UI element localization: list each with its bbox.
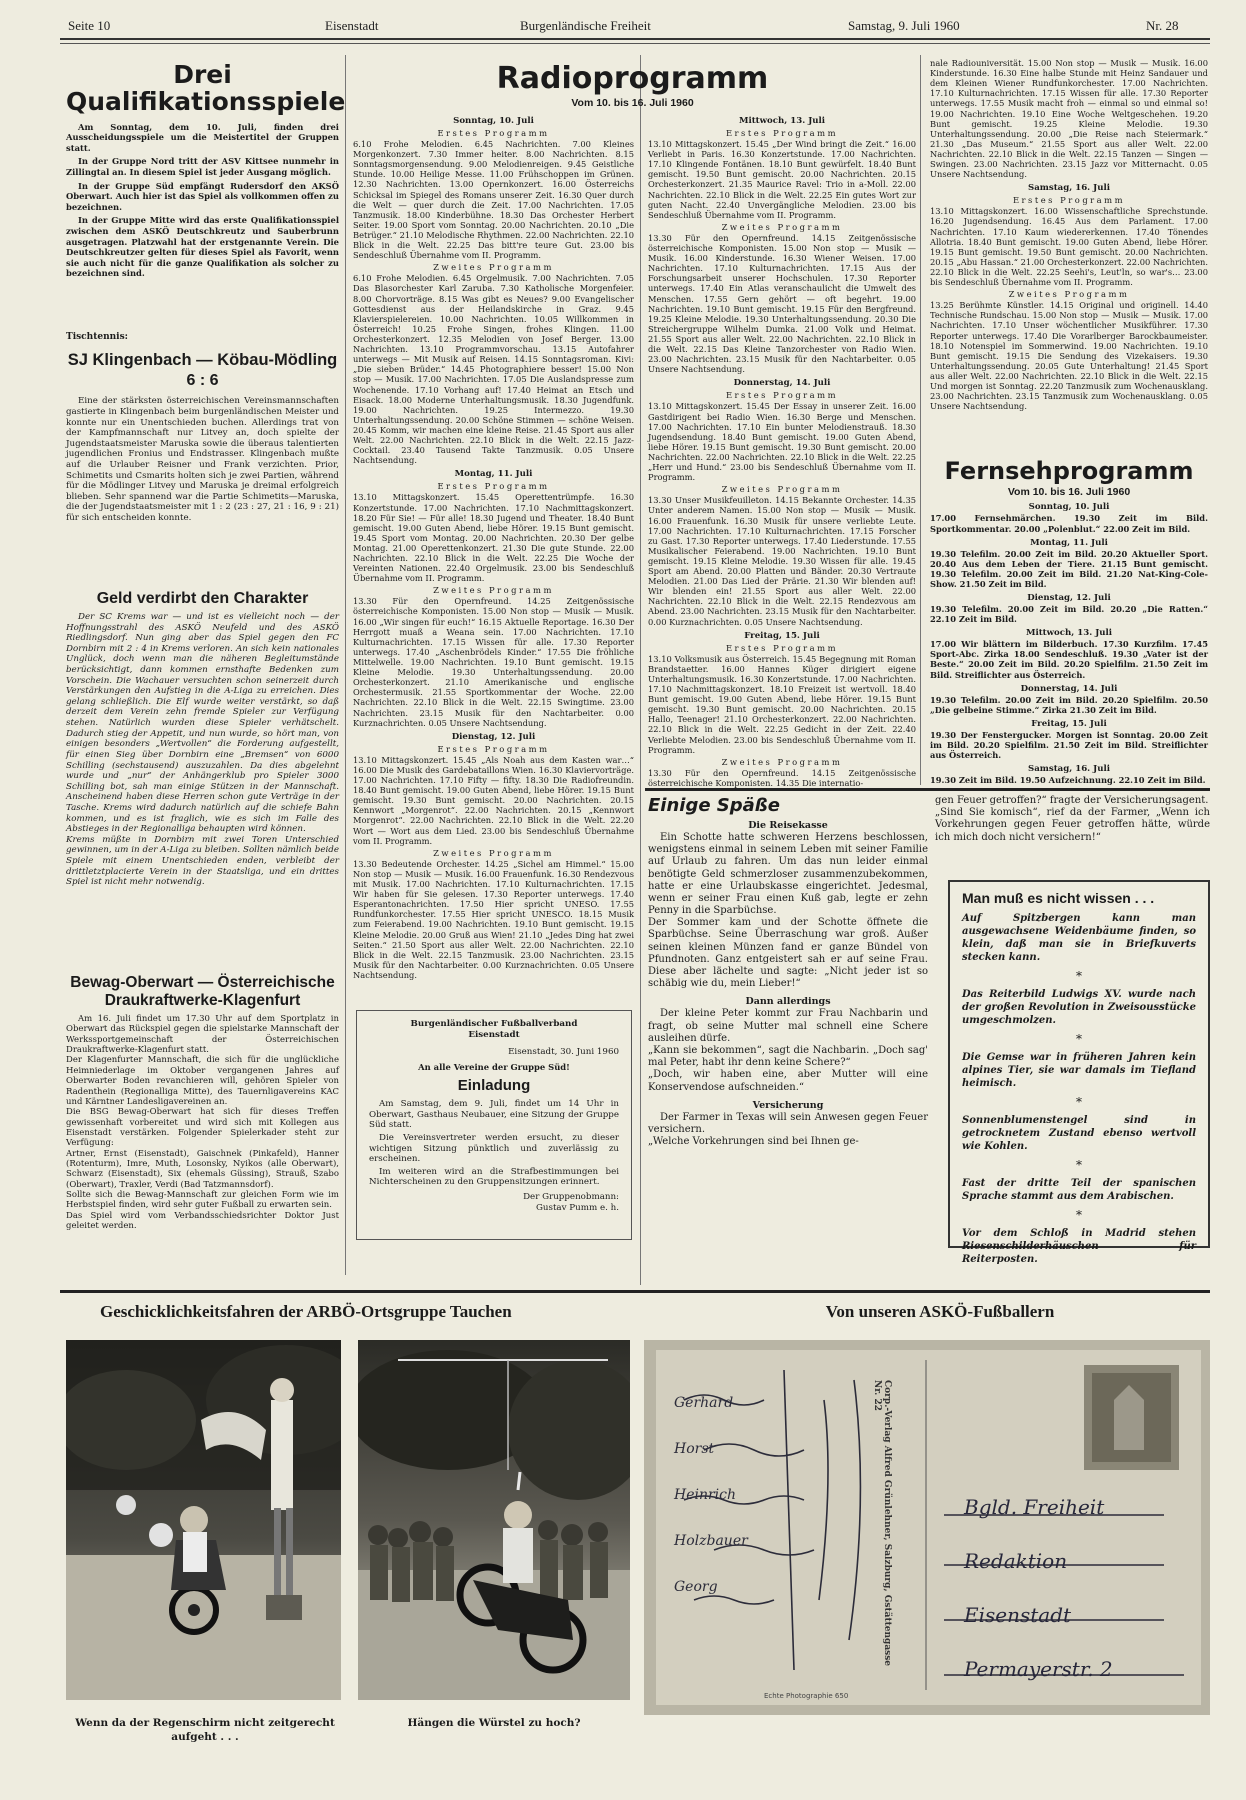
spaesse-title: Einige Späße	[648, 795, 780, 816]
fact-item: Die Gemse war in früheren Jahren kein alpines Tier, sie war damals im Tiefland heimisch.	[962, 1052, 1196, 1089]
notice-text: Die Vereinsvertreter werden ersucht, zu dieser wichtigen Sitzung pünktlich und zuverlässig zu erscheinen.	[369, 1132, 619, 1165]
header-page: Seite 10	[68, 18, 111, 33]
joke-text: Der kleine Peter kommt zur Frau Nachbarin und fragt, ob seine Mutter mal schnell eine Schere ausleihen dürfe. „Kann sie bekommen“, sagt die Nachbarin. „Doch sag' mal Peter, habt ihr denn keine Schere?“ „Doch, wir haben eine, aber Mutter will eine Konservendose aufschneiden.“	[648, 1008, 928, 1093]
tv-text: 17.00 Wir blättern im Bilderbuch. 17.30 Kurzfilm. 17.45 Sport-Abc. Zirka 18.00 Sendeschluß. 19.30 „Vater ist der Beste.“ 20.00 Zeit im Bild. 20.20 Spielfilm. 21.50 Zeit im Bild. Streiflichter aus Österreich.	[930, 639, 1208, 680]
radio-text: 13.30 Für den Opernfreund. 14.15 Zeitgenössische österreichische Komponisten. 14.35 Die internatio-	[648, 767, 916, 788]
photo-caption: Hängen die Würstel zu hoch?	[407, 1717, 581, 1729]
column-rule	[920, 55, 921, 785]
tv-subtitle: Vom 10. bis 16. Juli 1960	[1007, 486, 1131, 499]
separator-star: *	[1076, 1095, 1082, 1109]
joke-text: Ein Schotte hatte schweren Herzens beschlossen, wenigstens einmal in seinem Leben mit seiner Familie auf Urlaub zu fahren. Um das nun leider einmal benötigte Geld schmerzloser zusammenzubekommen, hatte er eine Urlaubskasse eingerichtet. Jedesmal, wenn er seiner Frau einen Kuß gab, legte er zehn Penny in die Sparbüchse. Der Sommer kam und der Schotte öffnete die Sparbüchse. Seine Überraschung war groß. Außer seinen kleinen Münzen fand er ganze Bündel von Pfundnoten. Ganz entgeistert sah er auf seine Frau. Diese aber lächelte und sagte: „Nicht jeder ist so schäbig wie du, mein Lieber!“	[648, 831, 928, 990]
tv-title: Fernsehprogramm	[944, 457, 1194, 485]
fussball-notice	[356, 1010, 632, 1240]
radio-text: 13.10 Mittagskonzert. 15.45 „Der Wind bringt die Zeit.“ 16.00 Verliebt in Paris. 16.30 Konzertstunde. 17.00 Nachrichten. 17.10 Klingende Fontänen. 18.10 Bunt gewürfelt. 18.40 Bunt gemischt. 19.50 Bunt gemischt. 20.00 Nachrichten. 20.15 Orchesterkonzert. 21.35 Maurice Ravel: Trio in a-Moll. 22.00 Nachrichten. 22.10 Blick in die Welt. 22.25 Ein gutes Wort zur guten Nacht. 22.40 Unvergängliche Melodien. 23.00 bis Sendeschluß Übernahme vom II. Programm.	[648, 139, 916, 220]
radio-text: 13.10 Mittagskonzert. 15.45 Der Essay in unserer Zeit. 16.00 Gastdirigent bei Radio Wien. 16.30 Berge und Menschen. 17.00 Nachrichten. 17.10 Ein bunter Melodienstrauß. 18.30 Jugendsendung. 18.40 Bunt gemischt. 19.00 Guten Abend, liebe Hörer. 19.15 Bunt gemischt. 19.30 Bunt gemischt. 20.00 Nachrichten. 22.00 Nachrichten. 22.10 Blick in die Welt. 22.25 „Herr und Hund.“ 23.00 bis Sendeschluß Übernahme vom II. Programm.	[648, 401, 916, 483]
caption-line: aufgeht . . .	[171, 1730, 239, 1743]
signature: Gerhard	[674, 1395, 734, 1411]
header-rule-2	[60, 43, 1210, 44]
radio-text: 13.30 Bedeutende Orchester. 14.25 „Sichel am Himmel.“ 15.00 Non stop — Musik — Musik. 16.00 Frauenfunk. 16.30 Rendezvous mit Musik. 17.00 Nachrichten. 17.10 Kulturnachrichten. 17.15 Wir haben für Sie gelesen. 17.30 Reporter unterwegs. 17.40 Esperantonachrichten. 17.50 Hier spricht UNESO. 17.55 Rundfunkorchester. 17.55 Hier spricht UNESCO. 18.15 Musik zum Feierabend. 19.00 Nachrichten. 19.10 Bunt gemischt. 19.15 Kleine Melodie. 20.00 Gruß aus Wien! 21.10 „Jedes Ding hat zwei Seiten.“ 21.50 Sport aus aller Welt. 22.00 Nachrichten. 22.10 Blick in die Welt. 22.15 Tanzmusik. 23.00 Nachrichten. 23.15 Musik für den Nachtarbeiter. 0.00 Kurznachrichten. 0.05 Unsere Nachtsendung.	[353, 858, 634, 980]
bewag-title-2: Draukraftwerke-Klagenfurt	[104, 992, 301, 1009]
photo-caption	[60, 1717, 350, 1744]
header-city: Eisenstadt	[325, 18, 379, 33]
section-label: Tischtennis:	[66, 332, 128, 342]
qualifikation-title: Drei	[173, 60, 232, 89]
bewag-title: Bewag-Oberwart — Österreichische	[70, 974, 335, 991]
radio-day: Mittwoch, 13. Juli	[738, 116, 826, 126]
radio-text: nale Radiouniversität. 15.00 Non stop — Musik — Musik. 16.00 Kinderstunde. 16.30 Eine halbe Stunde mit Heinz Sandauer und dem Kleinen Wiener Rundfunkorchester. 17.00 Nachrichten. 17.10 Kulturnachrichten. 17.15 Wissen für alle. 17.30 Reporter unterwegs. 17.55 Musik macht froh — einmal so und einmal so! 19.00 Nachrichten. 19.10 Eine Woche Weltgeschehen. 19.20 Bunt gemischt. 19.25 Kleine Melodie. 19.30 Unterhaltungssendung. 20.00 „Die Reise nach Steiermark.“ 21.30 „Das Museum.“ 21.55 Sport aus aller Welt. 22.00 Nachrichten. 22.10 Blick in die Welt. 22.15 Tanzen — Singen — Swingen. 23.00 Nachrichten. 23.15 Jazz vor Mitternacht. 0.05 Unsere Nachtsendung.	[930, 58, 1208, 180]
bewag-article	[66, 974, 339, 1232]
radio-text: 13.10 Mittagskonzert. 15.45 Operettentrümpfe. 16.30 Konzertstunde. 17.00 Nachrichten. 17.10 Nachmittagskonzert. 18.20 Für Sie! — Für alle! 18.30 Jugend und Theater. 18.40 Bunt gemischt. 19.00 Guten Abend, liebe Hörer. 19.15 Bunt gemischt. 19.45 Sport vom Montag. 20.00 Nachrichten. 20.30 Der gelbe Montag. 21.00 Operettenkonzert. 21.30 Die gute Stunde. 22.00 Nachrichten. 22.10 Blick in die Welt. 22.25 Die Woche der Vereinten Nationen. 22.40 Orgelmusik. 23.00 bis Sendeschluß Übernahme vom II. Programm.	[353, 492, 634, 584]
tv-text: 19.30 Telefilm. 20.00 Zeit im Bild. 20.20 „Die Ratten.“ 22.10 Zeit im Bild.	[930, 604, 1208, 625]
org-city: Eisenstadt	[468, 1029, 520, 1040]
fact-item: Sonnenblumenstengel sind in getrocknetem Zustand ebenso wertvoll wie Kohlen.	[962, 1115, 1196, 1152]
tv-text: 17.00 Fernsehmärchen. 19.30 Zeit im Bild. Sportkommentar. 20.00 „Polenblut.“ 22.00 Zeit im Bild.	[930, 513, 1208, 534]
column-rule	[345, 55, 346, 1275]
wurstel-image	[358, 1340, 630, 1700]
photo-wurstel	[358, 1340, 630, 1700]
moped-umbrella-image	[66, 1340, 341, 1700]
radio-day: Montag, 11. Juli	[454, 469, 533, 480]
radio-program-label: Zweites Programm	[1008, 289, 1130, 300]
radio-program-label: Erstes Programm	[725, 642, 839, 653]
column-rule	[640, 55, 641, 1285]
tv-day: Donnerstag, 14. Juli	[1020, 683, 1118, 694]
tennis-article	[66, 332, 339, 524]
separator-star: *	[1076, 1208, 1082, 1222]
header-number: Nr. 28	[1146, 18, 1179, 33]
address-line: Redaktion	[964, 1549, 1068, 1573]
radio-text: 13.10 Volksmusik aus Österreich. 15.45 Begegnung mit Roman Brandstaetter. 16.00 Hannes Küger dirigiert eigene Unterhaltungsmusik. 16.30 Konzertstunde. 17.00 Nachrichten. 17.10 Nachmittagskonzert. 18.10 Freizeit ist wertvoll. 18.40 Bunt gemischt. 19.00 Guten Abend, liebe Hörer. 19.15 Bunt gemischt. 19.30 Bunt gemischt. 20.00 Nachrichten. 20.15 Hallo, Teenager! 21.10 Orchesterkonzert. 22.00 Nachrichten. 22.10 Blick in die Welt. 22.25 Gedicht in der Zeit. 22.40 Verliebte Melodien. 23.00 bis Sendeschluß Übernahme vom II. Programm.	[648, 653, 916, 755]
caption-line: Wenn da der Regenschirm nicht zeitgerecht	[75, 1717, 335, 1729]
fact-item: Das Reiterbild Ludwigs XV. wurde nach der großen Revolution in Zweisousstücke umgeschmolzen.	[962, 989, 1196, 1026]
radio-day: Sonntag, 10. Juli	[453, 116, 534, 126]
radio-text: 13.10 Mittagskonzert. 15.45 „Als Noah aus dem Kasten war…“ 16.00 Die Musik des Gardebataillons Wien. 16.30 Klaviervorträge. 17.00 Nachrichten. 17.10 Fifty — fifty. 18.30 Die Radiofreundin. 18.40 Bunt gemischt. 19.00 Guten Abend, liebe Hörer. 19.15 Bunt gemischt. 19.30 Bunt gemischt. 20.00 Nachrichten. 20.15 Kennwort „Morgenrot“. 22.00 Nachrichten. 20.15 „Kennwort Morgenrot“. 22.00 Nachrichten. 22.10 Blick in die Welt. 22.20 Wort — Wort aus dem Lied. 23.00 bis Sendeschluß Übernahme vom II. Programm.	[353, 754, 634, 846]
joke-text: Der Farmer in Texas will sein Anwesen gegen Feuer versichern. „Welche Vorkehrungen sind bei Ihnen ge-	[648, 1111, 928, 1148]
tv-day: Samstag, 16. Juli	[1027, 764, 1111, 775]
tv-day: Mittwoch, 13. Juli	[1025, 628, 1113, 639]
spaesse-continued	[935, 795, 1210, 844]
tv-text: 19.30 Zeit im Bild. 19.50 Aufzeichnung. 22.10 Zeit im Bild.	[930, 775, 1206, 786]
signature: Holzbauer	[674, 1533, 748, 1549]
radio-program-label: Zweites Programm	[433, 585, 554, 596]
geld-title: Geld verdirbt den Charakter	[96, 590, 309, 607]
radio-program-label: Erstes Programm	[437, 743, 550, 754]
radio-program-label: Erstes Programm	[1012, 195, 1126, 206]
radio-text: 6.10 Frohe Melodien. 6.45 Orgelmusik. 7.00 Nachrichten. 7.05 Das Blasorchester Karl Zaruba. 7.30 Katholische Morgenfeier. 8.00 Chorvorträge. 8.15 Was gibt es Neues? 9.00 Evangelischer Gottesdienst aus der Heilandskirche in Graz. 9.45 Klavierspielereien. 10.00 Nachrichten. 10.05 Willkommen in Österreich! 10.25 Frohe Singen, frohes Klingen. 11.00 Orchesterkonzert. 12.35 Melodien von Josef Berger. 13.00 Nachrichten. 13.10 Programmvorschau. 13.15 Autofahrer unterwegs — Mit Musik auf Reisen. 14.15 Sonntagsroman. Kivi: „Die sieben Brüder.“ 14.45 Photographiere besser! 15.00 Non stop — Musik. 17.00 Nachrichten. 17.05 Die Auslandspresse zum Wochenende. 17.10 Vorhang auf! 17.40 Heimat an Etsch und Eisack. 18.00 Moderne Unterhaltungsmusik. 18.30 Jugendfunk. 19.00 Nachrichten. 19.25 Intermezzo. 19.30 Unterhaltungssendung. 20.00 Schöne Stimmen — schöne Weisen. 20.45 Komm, wir machen eine kleine Reise. 21.45 Sport aus aller Welt. 22.00 Nachrichten. 22.10 Blick in die Welt. 22.15 Jazz-Cocktail. 23.40 Tausend Takte Tanzmusik. 0.05 Unsere Nachtsendung.	[353, 273, 634, 466]
qualifikation-article	[66, 60, 346, 279]
radio-program-label: Zweites Programm	[721, 484, 843, 495]
radio-column-2	[648, 112, 916, 788]
radio-program-label: Zweites Programm	[721, 756, 843, 767]
signature: Heinrich	[674, 1487, 737, 1503]
joke-title: Versicherung	[752, 1099, 824, 1111]
tv-text: 19.30 Der Fenstergucker. Morgen ist Sonntag. 20.00 Zeit im Bild. 20.20 Spielfilm. 21.50 Zeit im Bild. Streiflichter aus Österreich.	[930, 729, 1208, 761]
radio-header	[350, 62, 915, 109]
fact-item: Auf Spitzbergen kann man ausgewachsene Weidenbäume finden, so klein, daß man sie in Briefkuverts stecken kann.	[962, 913, 1196, 963]
signature: Horst	[674, 1441, 715, 1457]
wissen-box	[948, 880, 1210, 1265]
qualifikation-title-2: Qualifikationsspiele	[66, 87, 346, 117]
radio-text: 13.30 Unser Musikfeuilleton. 14.15 Bekannte Orchester. 14.35 Unter anderem Namen. 15.00 Non stop — Musik — Musik. 16.00 Frauenfunk. 16.30 Musik für unsere verliebte Leute. 17.00 Nachrichten. 17.10 Kulturnachrichten. 17.15 Forscher zu Gast. 17.30 Reporter unterwegs. 17.40 Liederstunde. 17.55 Musikalischer Feierabend. 19.00 Nachrichten. 19.10 Bunt gemischt. 19.15 Kleine Melodie. 19.30 Wissen für alle. 19.45 Sport am Abend. 20.00 Platten und Bänder. 20.30 Vertraute Melodien. 21.00 Das Lied der Prärie. 21.30 Wir blenden auf! Wir blenden ein! 21.55 Sport aus aller Welt. 22.00 Nachrichten. 22.10 Blick in die Welt. 22.15 Rendezvous am Abend. 23.00 Nachrichten. 23.15 Musik für den Nachtarbeiter. 0.00 Kurznachrichten. 0.05 Unsere Nachtsendung.	[648, 495, 916, 627]
photo-headline: Geschicklichkeitsfahren der ARBÖ-Ortsgruppe Tauchen	[100, 1302, 512, 1321]
postcard-scan	[644, 1340, 1210, 1715]
radio-text: 13.10 Mittagskonzert. 16.00 Wissenschaftliche Sprechstunde. 16.20 Jugendsendung. 16.45 Aus dem Parlament. 17.00 Nachrichten. 17.10 Kaum wiedererkennen. 17.40 Tönendes Allotria. 18.40 Bunt gemischt. 19.00 Guten Abend, liebe Hörer. 19.15 Bunt gemischt. 19.50 Bunt gemischt. 20.00 Nachrichten. 20.15 „Abu Hassan.“ 21.00 Orchesterkonzert. 22.00 Nachrichten. 22.10 Blick in die Welt. 22.25 Seehi's, Leut'ln, so war's… 23.00 bis Sendeschluß Übernahme vom II. Programm.	[930, 206, 1208, 288]
header-rule	[60, 38, 1210, 40]
org-name: Burgenländischer Fußballverband	[410, 1019, 578, 1029]
tv-text: 19.30 Telefilm. 20.00 Zeit im Bild. 20.20 Aktueller Sport. 20.40 Aus dem Leben der Tiere. 21.15 Bunt gemischt. 19.30 Telefilm. 20.00 Zeit im Bild. 21.20 Nat-King-Cole-Show. 21.50 Zeit im Bild.	[930, 548, 1208, 589]
article-text: In der Gruppe Mitte wird das erste Qualifikationsspiel zwischen dem ASKÖ Deutschkreutz und Sauberbrunn ausgetragen. Platzwahl hat der erstgenannte Verein. Die Deutschkreutzer gelten für dieses Spiel als Favorit, wenn sie auch nicht für die ganze Qualifikation als solcher zu bezeichnen sind.	[66, 215, 339, 279]
address-line: Permayerstr. 2	[964, 1657, 1113, 1681]
spaesse-article	[648, 795, 928, 1148]
radio-text: 13.30 Für den Opernfreund. 14.15 Zeitgenössische österreichische Komponisten. 15.00 Non stop — Musik — Musik. 16.00 Kinderstunde. 16.30 Wiener Weisen. 17.00 Nachrichten. 17.10 Kulturnachrichten. 17.15 Aus der Forschungsarbeit unserer Hochschulen. 17.30 Reporter unterwegs. 17.40 Ein Atlas veranschaulicht die Umwelt des Menschen. 17.55 Gern gehört — oft begehrt. 19.00 Nachrichten. 19.10 Bunt gemischt. 19.15 Für den Bergfreund. 19.25 Kleine Melodie. 19.30 Unterhaltungssendung. 20.30 Die Streichergruppe Wilhelm Dumka. 21.00 Volk und Heimat. 21.55 Sport aus aller Welt. 22.00 Nachrichten. 22.10 Blick in die Welt. 22.15 Das Kleine Tanzorchester von Radio Wien. 23.00 Nachrichten. 23.15 Musik für den Nachtarbeiter. 0.05 Unsere Nachtsendung.	[648, 232, 916, 375]
article-text: Der SC Krems war — und ist es vielleicht noch — der Hoffnungsstrahl des ASKÖ Neufeld und des ASKÖ Riedlingsdorf. Nun ging aber das Spiel gegen den FC Dornbirn mit 2 : 4 in Krems verloren. An sich kein nationales Unglück, doch wenn man die näheren Begleitumstände berücksichtigt, dann kommen ernsthafte Bedenken zum Vorschein. Die Wachauer versuchten schon seinerzeit durch Verstärkungen den Aufstieg in die A-Liga zu erreichen. Dies gelang schließlich. Die Elf wurde weiter verstärkt, so daß derzeit dem Verein zehn fremde Spieler zur Verfügung stehen. Natürlich wurden diese Spieler verhätschelt. Dadurch stieg der Appetit, und nun wurde, so hört man, von einigen besonders „Wertvollen“ die Forderung aufgestellt, für einen Sieg über Dornbirn eine „Bremsen“ von 6000 Schilling (sechstausend) auszuzahlen. Da dies abgelehnt wurde und „nur“ der Anhängerklub pro Spieler 3000 Schilling bot, sah man einige Stützen in der Mannschaft. Anscheinend haben diese Herren schon gute Verträge in der Tasche. Krems wird dadurch natürlich auf die schiefe Bahn kommen, und es ist fraglich, wie es sich im Falle des Abstieges in der Regionalliga behaupten wird können. Krems müßte in Dornbirn mit zwei Toren Unterschied gewinnen, um in der A-Liga zu bleiben. Sollten nämlich beide Spiele mit einem Unentschieden enden, verbleibt der drittletztplacierte Verein in der Staatsliga, und ein drittes Spiel ist nicht mehr notwendig.	[66, 612, 339, 888]
tennis-score: 6 : 6	[186, 372, 219, 390]
radio-program-label: Erstes Programm	[437, 481, 550, 492]
postcard-signatures	[674, 1380, 904, 1610]
tv-day: Dienstag, 12. Juli	[1027, 593, 1111, 604]
section-rule	[60, 1290, 1210, 1293]
fact-item: Fast der dritte Teil der spanischen Sprache stammt aus dem Arabischen.	[962, 1178, 1196, 1202]
radio-program-label: Erstes Programm	[437, 128, 550, 138]
tv-text: 19.30 Telefilm. 20.00 Zeit im Bild. 20.20 Spielfilm. 20.50 „Die gelbeine Stimme.“ Zirka 21.30 Zeit im Bild.	[930, 694, 1208, 715]
separator-star: *	[1076, 1032, 1082, 1046]
joke-title: Dann allerdings	[745, 996, 831, 1008]
article-text: Am Sonntag, dem 10. Juli, finden drei Ausscheidungsspiele um die Meistertitel der Gruppen statt.	[66, 121, 339, 153]
notice-text: Im weiteren wird an die Strafbestimmungen bei Nichterscheinen zu den Gruppensitzungen erinnert.	[369, 1166, 619, 1188]
article-text: Am 16. Juli findet um 17.30 Uhr auf dem Sportplatz in Oberwart das Rückspiel gegen die spielstarke Mannschaft der Werkssportgemeinschaft der Österreichischen Draukraftwerke-Klagenfurt statt. Der Klagenfurter Mannschaft, die sich für die unglückliche Heimniederlage im Oktober vergangenen Jahres auf Oberwarter Boden revanchieren will, gehören Spieler von Radenthein (Regionalliga Mitte), des Tauernligavereins KAC und Kärntner Landesligavereinen an. Die BSG Bewag-Oberwart hat sich für dieses Treffen gewissenhaft vorbereitet und wird sich mit Kollegen aus Eisenstadt verstärken. Folgender Spielerkader steht zur Verfügung: Artner, Ernst (Eisenstadt), Gaischnek (Pinkafeld), Hanner (Rotenturm), Imre, Muth, Losonsky, Nyikos (alle Oberwart), Schwarz (Eisenstadt), Six (ehemals Güssing), Strauß, Szabo (Oberwart), Traxler, Verdi (Bad Tatzmannsdorf). Sollte sich die Bewag-Mannschaft zur gleichen Form wie im Herbstspiel finden, wird sehr guter Fußball zu erwarten sein. Das Spiel wird vom Verbandsschiedsrichter Doktor Just geleitet werden.	[66, 1014, 339, 1232]
radio-day: Samstag, 16. Juli	[1027, 183, 1111, 194]
article-text: Eine der stärksten österreichischen Vereinsmannschaften gastierte in Klingenbach beim burgenländischen Meister und konnte nur ein Unentschieden buchen. Allerdings trat von der Kampfmannschaft nur Litvey an, doch spielte der Jugendstaatsmeister Maruska sowie die überaus talentierten jugendlichen Fronius und Endstrasser. Klingenbach mußte auf die Urlauber Reisner und Frank verzichten. Prior, Schimetits und Csmarits holten sich je zwei Partien, während für die Mödlinger Litvey und Maruska je dreimal erfolgreich blieben. Sehr spannend war die Partie Schimetits—Maruska, die der Jugendstaatsmeister mit 1 : 2 (23 : 27, 21 : 16, 9 : 21) für sich entscheiden konnte.	[66, 396, 339, 524]
radio-day: Donnerstag, 14. Juli	[733, 378, 831, 389]
header-date: Samstag, 9. Juli 1960	[848, 18, 960, 33]
header-paper: Burgenländische Freiheit	[520, 18, 651, 33]
radio-text: 13.25 Berühmte Künstler. 14.15 Original und originell. 14.40 Technische Rundschau. 15.00 Non stop — Musik — Musik. 17.00 Nachrichten. 17.10 Unser wöchentlicher Musikführer. 17.30 Reporter unterwegs. 17.40 Die Vorarlberger Barockbaumeister. 18.10 Notenspiel im Sommerwind. 19.00 Nachrichten. 19.10 Bunt gemischt. 19.15 Die Sendung des Vizekaisers. 19.30 Unterhaltungssendung. 20.05 Gute Unterhaltung! 21.45 Sport aus aller Welt. 22.00 Nachrichten. 22.10 Blick in die Welt. 22.15 Und morgen ist Sonntag. 22.20 Tanzmusik zum Wochenausklang. 23.00 Nachrichten. 23.15 Tanzmusik zum Wochenausklang. 0.05 Unsere Nachtsendung.	[930, 300, 1208, 412]
photo-headline: Von unseren ASKÖ-Fußballern	[825, 1302, 1055, 1321]
article-text: In der Gruppe Nord tritt der ASV Kittsee nunmehr in Zillingtal an. In diesem Spiel ist jeder Ausgang möglich.	[66, 156, 339, 178]
radio-column-1	[353, 112, 634, 980]
postcard-publisher: Corp.-Verlag Alfred Grünlehner, Salzburg, Gstättengasse Nr. 22	[872, 1380, 892, 1667]
radio-title: Radioprogramm	[496, 61, 769, 96]
radio-program-label: Zweites Programm	[721, 221, 843, 232]
tv-day: Freitag, 15. Juli	[1031, 718, 1107, 729]
radio-program-label: Erstes Programm	[725, 390, 839, 401]
notice-title: Einladung	[457, 1077, 531, 1095]
notice-signature: Der Gruppenobmann:	[523, 1191, 619, 1202]
separator-star: *	[1076, 1158, 1082, 1172]
radio-column-3	[930, 58, 1208, 411]
radio-program-label: Zweites Programm	[433, 847, 554, 858]
photo-moped-umbrella	[66, 1340, 341, 1700]
radio-day: Dienstag, 12. Juli	[451, 731, 536, 742]
radio-day: Freitag, 15. Juli	[744, 630, 820, 641]
tv-day: Montag, 11. Juli	[1030, 537, 1108, 548]
radio-text: 13.30 Für den Opernfreund. 14.25 Zeitgenössische österreichische Komponisten. 15.00 Non stop — Musik — Musik. 16.00 „Wir singen für euch!“ 16.15 Aktuelle Reportage. 16.30 Der Herrgott muaß a Weana sein. 17.00 Nachrichten. 17.10 Kulturnachrichten. 17.15 Wissen für alle. 17.30 Reporter unterwegs. 17.40 „Aschenbrödels Kinder.“ 17.55 Die fröhliche Mittelwelle. 19.00 Nachrichten. 19.10 Bunt gemischt. 19.15 Kleine Melodie. 19.30 Unterhaltungssendung. 20.00 Orchesterkonzert. 21.10 Amerikanische und englische Orchestermusik. 21.55 Sportkommentar der Woche. 22.00 Nachrichten. 22.10 Blick in die Welt. 22.15 Swingtime. 23.00 Nachrichten. 23.15 Musik für den Nachtarbeiter. 0.00 Kurznachrichten. 0.05 Unsere Nachtsendung.	[353, 596, 634, 728]
fact-item: Vor dem Schloß in Madrid stehen Riesenschilderhäuschen für Reiterposten.	[962, 1228, 1196, 1265]
notice-signature: Gustav Pumm e. h.	[535, 1202, 619, 1213]
notice-date: Eisenstadt, 30. Juni 1960	[508, 1046, 619, 1057]
separator-star: *	[1076, 969, 1082, 983]
article-text: In der Gruppe Süd empfängt Rudersdorf den AKSÖ Oberwart. Auch hier ist das Spiel als vollkommen offen zu bezeichnen.	[66, 180, 339, 212]
radio-text: 6.10 Frohe Melodien. 6.45 Nachrichten. 7.00 Kleines Morgenkonzert. 7.30 Immer heiter. 8.00 Nachrichten. 8.15 Sonntagsmorgensendung. 9.00 Melodienreigen. 9.45 Geistliche Stunde. 10.00 Heilige Messe. 11.00 Frühschoppen im Grünen. 12.30 Nachrichten. 13.00 Opernkonzert. 16.00 Österreichs Schicksal im Spiegel des Romans unserer Zeit. 16.30 Quer durch die Welt — quer durch die Zeit. 17.00 Nachrichten. 17.05 Tanzmusik. 18.00 Kinderbühne. 18.30 Das Orchester Herbert Seiter. 19.00 Sport vom Sonntag. 20.00 Nachrichten. 20.10 „Die Betrüger.“ 21.10 Melodische Rhythmen. 22.00 Nachrichten. 22.10 Blick in die Welt. 22.25 Das bitt're teure Gut. 23.00 bis Sendeschluß Übernahme vom II. Programm.	[353, 139, 634, 261]
signature: Georg	[674, 1579, 718, 1595]
tv-day: Sonntag, 10. Juli	[1028, 502, 1110, 513]
radio-program-label: Zweites Programm	[433, 262, 554, 273]
postcard-address	[964, 1480, 1194, 1696]
wissen-title: Man muß es nicht wissen . . .	[962, 890, 1155, 906]
joke-title: Die Reisekasse	[748, 820, 828, 831]
tv-program	[930, 458, 1208, 785]
section-rule	[645, 788, 1210, 791]
tennis-title: SJ Klingenbach — Köbau-Mödling	[67, 351, 338, 370]
radio-program-label: Erstes Programm	[725, 128, 839, 138]
postcard-stamp-text: Echte Photographie 650	[764, 1692, 849, 1700]
address-line: Eisenstadt	[964, 1603, 1072, 1627]
address-line: Bgld. Freiheit	[964, 1495, 1105, 1519]
radio-subtitle: Vom 10. bis 16. Juli 1960	[571, 97, 694, 109]
joke-text: gen Feuer getroffen?“ fragte der Versicherungsagent. „Sind Sie komisch“, rief da der Farmer, „Wenn ich Vorkehrungen gegen Feuer getroffen hätte, würde ich mich doch nicht versichern!“	[935, 795, 1210, 843]
notice-to: An alle Vereine der Gruppe Süd!	[418, 1061, 570, 1072]
notice-text: Am Samstag, dem 9. Juli, findet um 14 Uhr in Oberwart, Gasthaus Neubauer, eine Sitzung der Gruppe Süd statt.	[369, 1099, 619, 1131]
geld-article	[66, 590, 339, 888]
